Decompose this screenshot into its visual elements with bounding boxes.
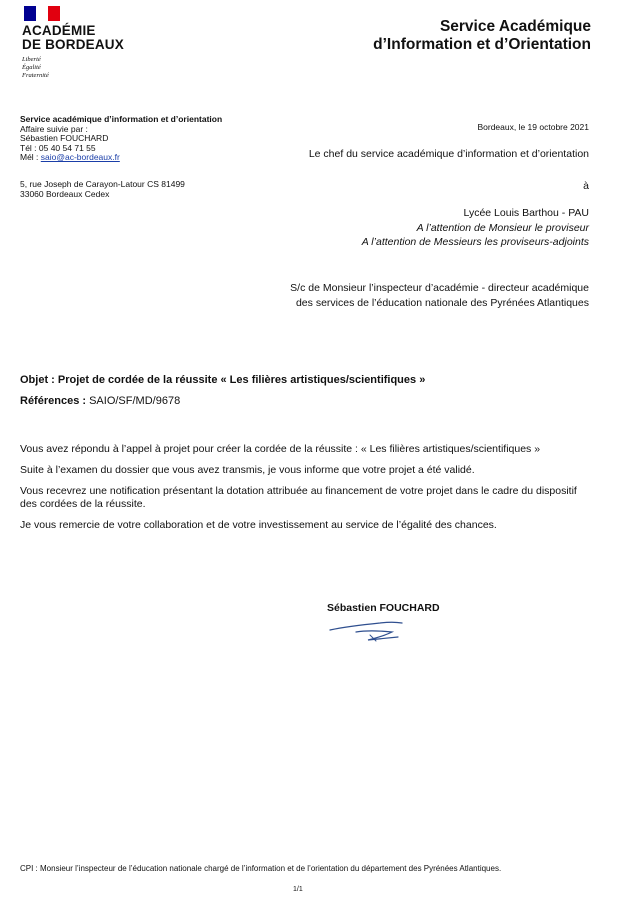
via-line: des services de l’éducation nationale des Pyrénées Atlantiques — [295, 296, 589, 309]
via-block — [290, 281, 589, 310]
flag-red-band — [48, 6, 60, 21]
email-label: Mél : — [20, 152, 41, 163]
recipient-name: Lycée Louis Barthou - PAU — [463, 207, 589, 219]
email-link[interactable]: saio@ac-bordeaux.fr — [40, 152, 120, 163]
body-paragraph: Vous recevrez une notification présentant la dotation attribuée au financement de votre projet dans le cadre du dispositif des cordées de la réussite. — [20, 484, 577, 511]
letter-body — [20, 443, 585, 540]
service-title-line: Service Académique — [439, 18, 591, 35]
signer-name: Sébastien FOUCHARD — [327, 602, 440, 614]
flag-blue-band — [24, 6, 36, 21]
letter-to-word: à — [583, 180, 589, 192]
flag-white-band — [36, 6, 48, 21]
sender-block — [20, 115, 222, 163]
service-title-line: d’Information et d’Orientation — [373, 36, 591, 53]
sender-email-line — [20, 153, 222, 163]
references-label: Références : — [20, 395, 90, 407]
address-line: 33060 Bordeaux Cedex — [20, 188, 110, 199]
motto-line: Égalité — [22, 64, 41, 71]
republic-flag-icon — [24, 6, 60, 21]
sender-address — [20, 180, 185, 199]
motto-line: Fraternité — [22, 72, 49, 79]
followed-by-label: Affaire suivie par : — [20, 123, 88, 134]
body-paragraph: Suite à l’examen du dossier que vous avez transmis, je vous informe que votre projet a été validé. — [20, 463, 475, 476]
recipient-attention: A l’attention de Messieurs les proviseurs-adjoints — [361, 236, 589, 248]
references-value: SAIO/SF/MD/9678 — [89, 395, 181, 407]
academy-logo-name — [22, 24, 124, 52]
letter-from: Le chef du service académique d’information et d’orientation — [308, 148, 589, 160]
letter-date: Bordeaux, le 19 octobre 2021 — [477, 122, 589, 132]
body-paragraph: Vous avez répondu à l’appel à projet pour créer la cordée de la réussite : « Les filières artistiques/scientifiques » — [20, 443, 541, 455]
service-title — [373, 18, 591, 54]
logo-line: DE BORDEAUX — [22, 37, 124, 52]
recipient-block — [362, 206, 589, 250]
cpi-footnote: CPI : Monsieur l’inspecteur de l’éducation nationale chargé de l’information et de l’orientation du département des Pyrénées Atlantiques. — [20, 864, 502, 873]
letter-references — [20, 395, 180, 407]
via-line: S/c de Monsieur l’inspecteur d’académie - directeur académique — [290, 282, 589, 294]
recipient-attention: A l’attention de Monsieur le proviseur — [416, 221, 589, 234]
address-line: 5, rue Joseph de Carayon-Latour CS 81499 — [20, 179, 185, 189]
logo-line: ACADÉMIE — [22, 23, 96, 38]
body-paragraph: Je vous remercie de votre collaboration et de votre investissement au service de l’égalité des chances. — [20, 519, 497, 532]
page-number: 1/1 — [293, 886, 303, 893]
sender-phone: Tél : 05 40 54 71 55 — [20, 142, 96, 153]
sender-title: Service académique d’information et d’orientation — [20, 114, 223, 124]
sender-name: Sébastien FOUCHARD — [20, 133, 109, 144]
handwritten-signature — [326, 620, 406, 644]
motto-line: Liberté — [22, 56, 41, 63]
letter-subject: Objet : Projet de cordée de la réussite « Les filières artistiques/scientifiques » — [20, 374, 426, 386]
republic-motto — [22, 56, 49, 80]
